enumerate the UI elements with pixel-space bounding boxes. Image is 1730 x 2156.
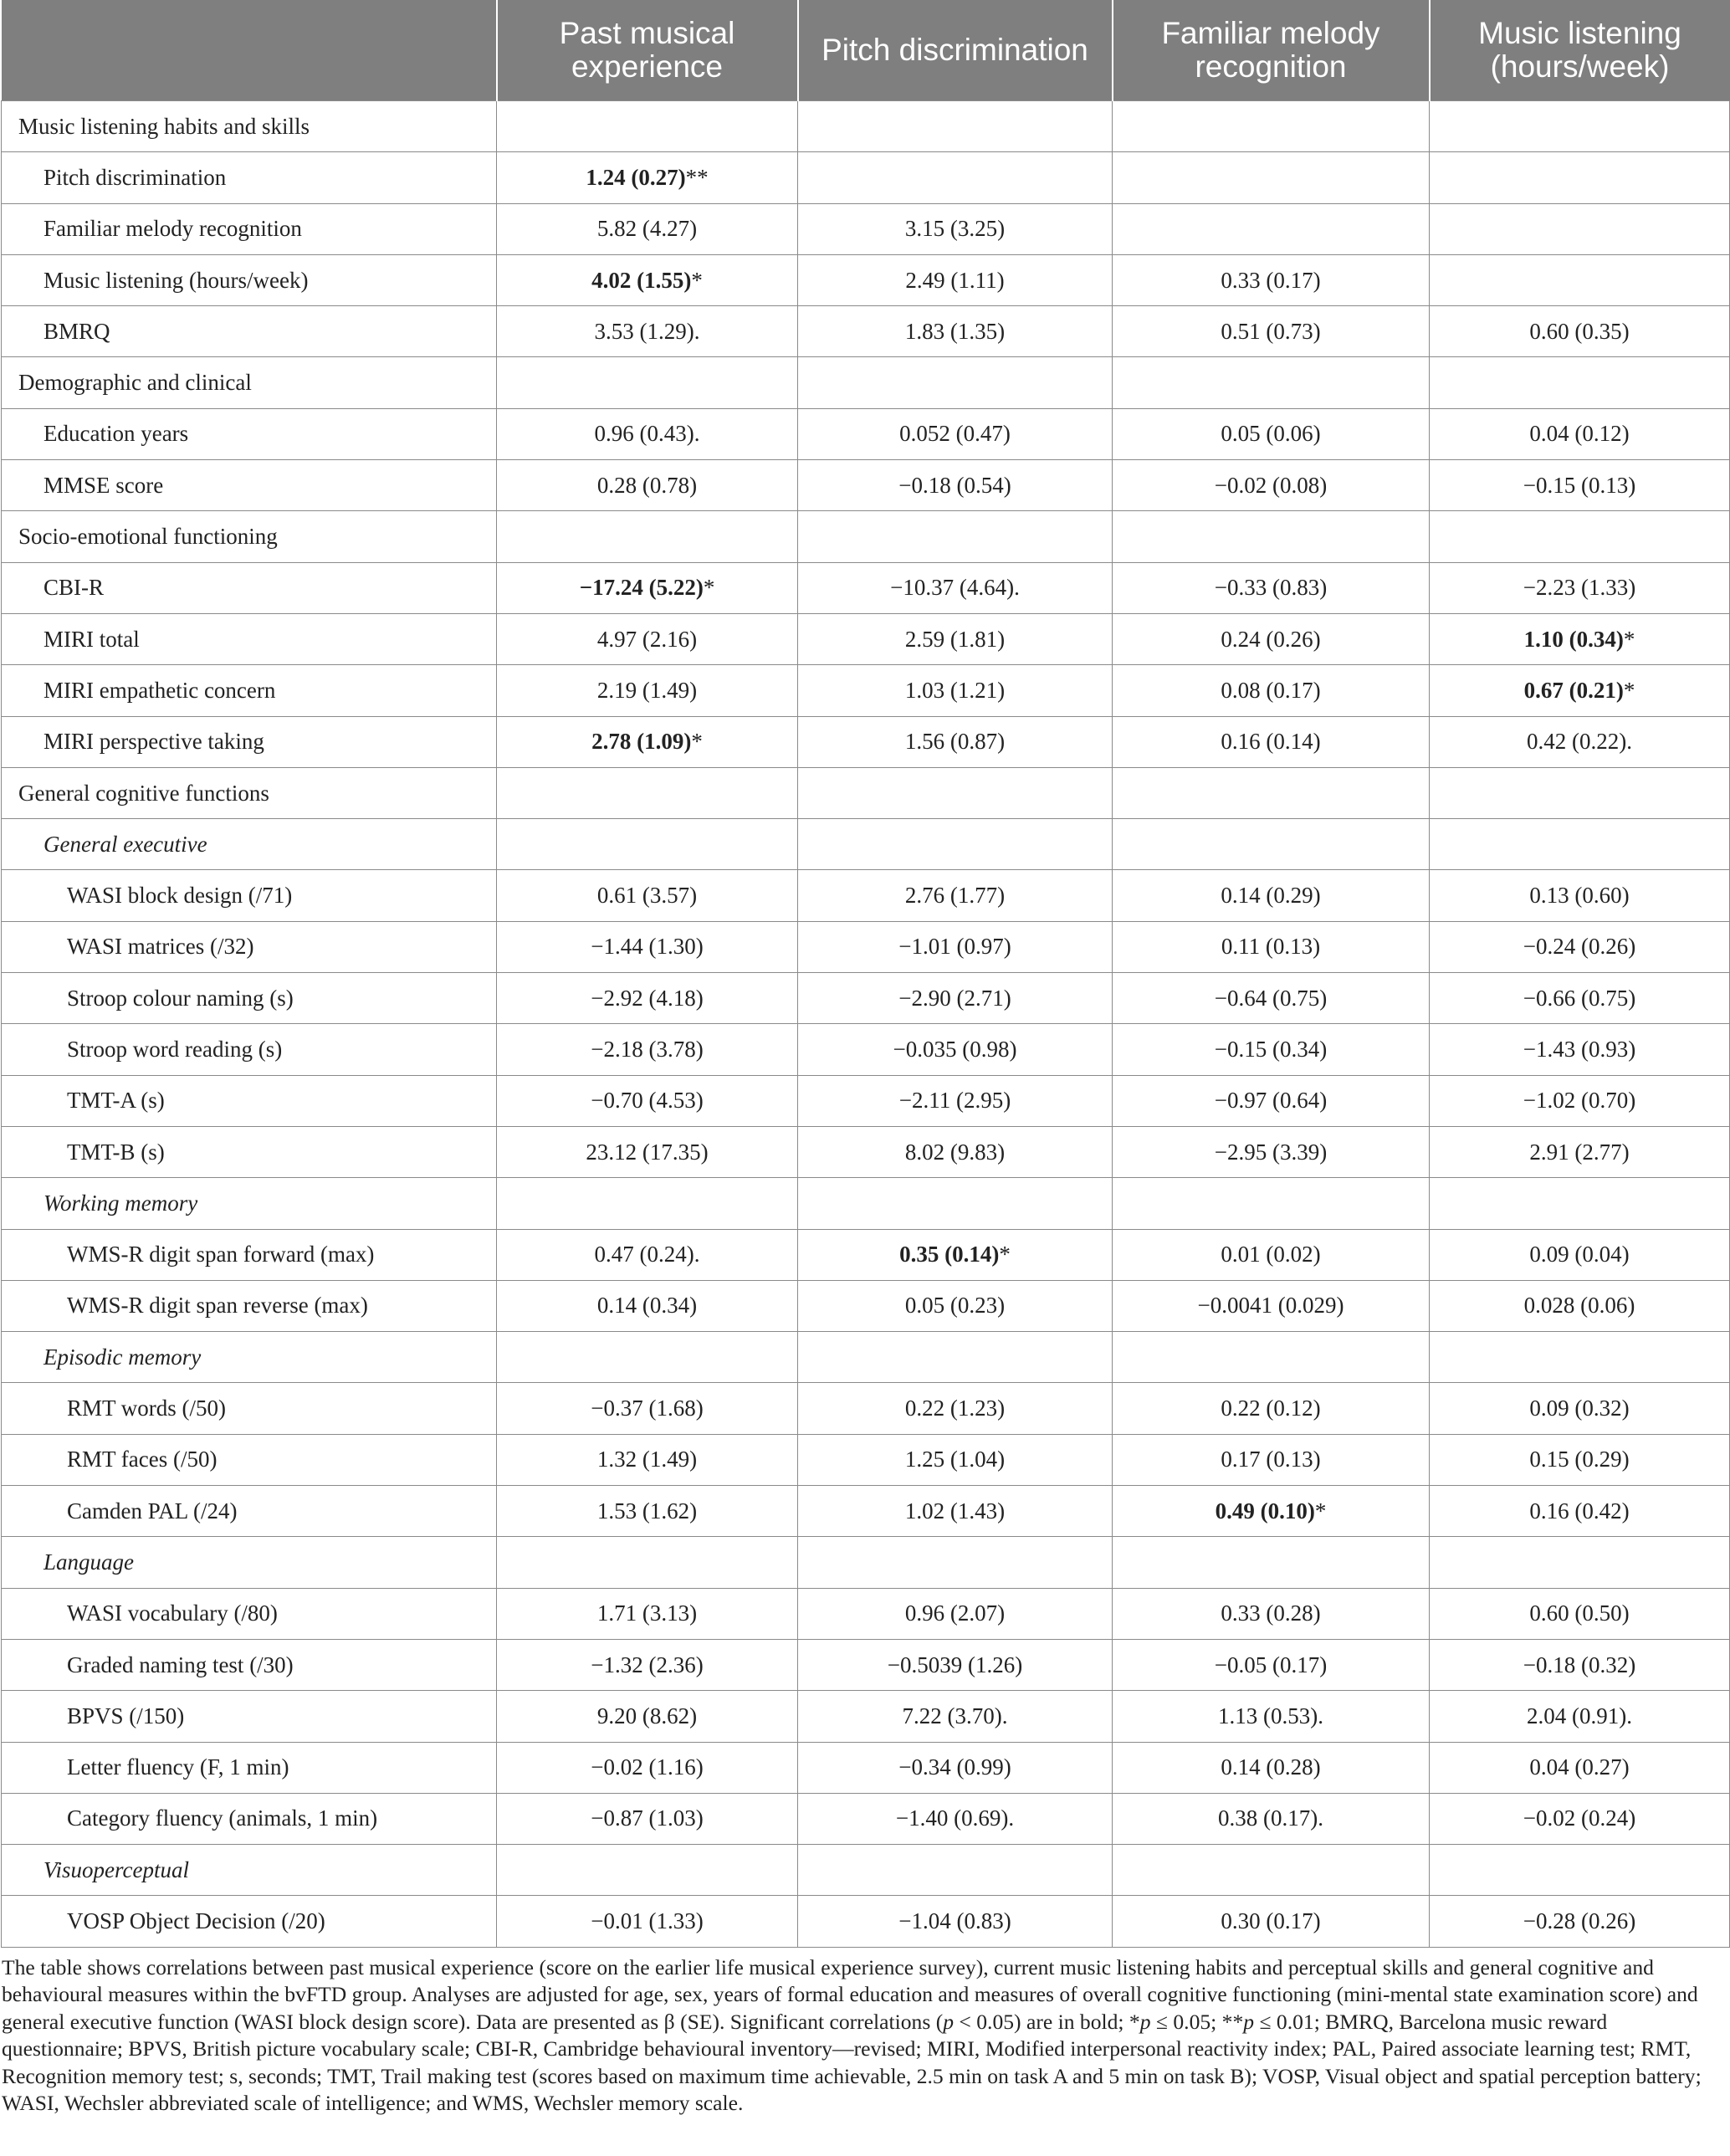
table-cell: 1.71 (3.13) bbox=[497, 1588, 798, 1639]
table-row bbox=[2, 1896, 1730, 1947]
table-cell: −10.37 (4.64). bbox=[798, 562, 1113, 613]
section-row bbox=[2, 767, 1730, 818]
table-cell bbox=[798, 511, 1113, 562]
table-cell: 0.33 (0.28) bbox=[1113, 1588, 1430, 1639]
table-cell bbox=[1430, 254, 1730, 305]
table-cell: 1.53 (1.62) bbox=[497, 1486, 798, 1537]
table-caption bbox=[0, 1954, 1728, 2118]
table-row bbox=[2, 1588, 1730, 1639]
table-cell: −1.40 (0.69). bbox=[798, 1793, 1113, 1844]
table-cell: 0.05 (0.06) bbox=[1113, 408, 1430, 459]
table-cell: −0.02 (0.24) bbox=[1430, 1793, 1730, 1844]
table-cell bbox=[798, 767, 1113, 818]
row-label: VOSP Object Decision (/20) bbox=[2, 1896, 497, 1947]
header-familiar-melody-recognition: Familiar melody recognition bbox=[1113, 0, 1430, 101]
table-row bbox=[2, 921, 1730, 972]
table-cell: 7.22 (3.70). bbox=[798, 1691, 1113, 1742]
significant-value: 2.78 (1.09) bbox=[591, 729, 692, 755]
table-row bbox=[2, 1742, 1730, 1793]
table-cell bbox=[798, 1332, 1113, 1383]
table-cell bbox=[497, 254, 798, 305]
row-label: TMT-A (s) bbox=[2, 1075, 497, 1126]
row-label: MMSE score bbox=[2, 460, 497, 511]
table-cell: 0.04 (0.12) bbox=[1430, 408, 1730, 459]
table-row bbox=[2, 460, 1730, 511]
table-cell bbox=[1113, 767, 1430, 818]
section-row bbox=[2, 1845, 1730, 1896]
table-cell: 0.24 (0.26) bbox=[1113, 613, 1430, 664]
table-cell bbox=[1430, 1537, 1730, 1588]
table-cell: 1.13 (0.53). bbox=[1113, 1691, 1430, 1742]
table-cell bbox=[798, 1229, 1113, 1280]
section-label: Demographic and clinical bbox=[2, 357, 497, 408]
table-cell bbox=[1113, 203, 1430, 254]
row-label: WASI matrices (/32) bbox=[2, 921, 497, 972]
significant-value: 1.24 (0.27) bbox=[586, 164, 686, 190]
table-cell: −1.44 (1.30) bbox=[497, 921, 798, 972]
table-cell: −0.97 (0.64) bbox=[1113, 1075, 1430, 1126]
table-cell bbox=[1113, 152, 1430, 203]
row-label: WMS-R digit span reverse (max) bbox=[2, 1280, 497, 1331]
table-cell: 23.12 (17.35) bbox=[497, 1126, 798, 1177]
table-cell bbox=[497, 716, 798, 767]
table-cell: 0.61 (3.57) bbox=[497, 870, 798, 921]
caption-part-4: ≤ 0.01; BMRQ, Barcelona music reward questionnaire; BPVS, British picture vocabulary scale; CBI-R, Cambridge behavioural inventory—revised; MIRI, Modified interpersonal reactivity index; PAL, Paired associate learning test; RMT, Recognition memory test; s, seconds; TMT, Trail making test (scores based on maximum time achievable, 2.5 min on task A and 5 min on task B); VOSP, Visual object and spatial perception battery; WASI, Wechsler abbreviated scale of intelligence; and WMS, Wechsler memory scale. bbox=[2, 2009, 1702, 2116]
table-cell bbox=[497, 152, 798, 203]
table-cell: −2.95 (3.39) bbox=[1113, 1126, 1430, 1177]
table-cell: 0.22 (1.23) bbox=[798, 1383, 1113, 1434]
table-cell: 0.11 (0.13) bbox=[1113, 921, 1430, 972]
table-cell: 0.13 (0.60) bbox=[1430, 870, 1730, 921]
table-cell: −0.37 (1.68) bbox=[497, 1383, 798, 1434]
table-cell: −0.15 (0.13) bbox=[1430, 460, 1730, 511]
section-label: Socio-emotional functioning bbox=[2, 511, 497, 562]
results-table bbox=[1, 0, 1730, 1948]
table-cell bbox=[1430, 767, 1730, 818]
row-label: Letter fluency (F, 1 min) bbox=[2, 1742, 497, 1793]
table-cell bbox=[798, 1537, 1113, 1588]
table-cell: −0.15 (0.34) bbox=[1113, 1024, 1430, 1075]
table-cell bbox=[1430, 511, 1730, 562]
caption-part-3: ≤ 0.05; ** bbox=[1150, 2009, 1244, 2034]
table-cell bbox=[497, 1537, 798, 1588]
table-cell bbox=[1430, 1845, 1730, 1896]
table-cell: 5.82 (4.27) bbox=[497, 203, 798, 254]
row-label: MIRI perspective taking bbox=[2, 716, 497, 767]
table-cell: −0.18 (0.32) bbox=[1430, 1639, 1730, 1690]
table-cell: 0.14 (0.29) bbox=[1113, 870, 1430, 921]
table-cell: −2.90 (2.71) bbox=[798, 973, 1113, 1024]
section-row bbox=[2, 511, 1730, 562]
table-cell bbox=[798, 1845, 1113, 1896]
table-row bbox=[2, 1024, 1730, 1075]
table-row bbox=[2, 1486, 1730, 1537]
table-cell: −2.92 (4.18) bbox=[497, 973, 798, 1024]
table-row bbox=[2, 973, 1730, 1024]
table-cell: 0.16 (0.14) bbox=[1113, 716, 1430, 767]
table-cell: −0.64 (0.75) bbox=[1113, 973, 1430, 1024]
row-label: MIRI total bbox=[2, 613, 497, 664]
significance-marker: * bbox=[703, 575, 715, 601]
row-label: Graded naming test (/30) bbox=[2, 1639, 497, 1690]
table-cell bbox=[1113, 357, 1430, 408]
table-cell bbox=[497, 101, 798, 152]
section-label: Episodic memory bbox=[2, 1332, 497, 1383]
section-row bbox=[2, 101, 1730, 152]
header-pitch-discrimination: Pitch discrimination bbox=[798, 0, 1113, 101]
table-cell: −1.32 (2.36) bbox=[497, 1639, 798, 1690]
section-label: General executive bbox=[2, 819, 497, 870]
table-cell bbox=[798, 101, 1113, 152]
table-cell: −0.33 (0.83) bbox=[1113, 562, 1430, 613]
section-row bbox=[2, 1178, 1730, 1229]
table-cell: 0.96 (2.07) bbox=[798, 1588, 1113, 1639]
row-label: RMT faces (/50) bbox=[2, 1434, 497, 1485]
table-cell: −1.01 (0.97) bbox=[798, 921, 1113, 972]
significance-marker: ** bbox=[685, 164, 709, 190]
row-label: CBI-R bbox=[2, 562, 497, 613]
table-cell: −2.11 (2.95) bbox=[798, 1075, 1113, 1126]
row-label: TMT-B (s) bbox=[2, 1126, 497, 1177]
table-cell bbox=[497, 357, 798, 408]
table-cell: −0.035 (0.98) bbox=[798, 1024, 1113, 1075]
table-row bbox=[2, 152, 1730, 203]
table-cell bbox=[497, 562, 798, 613]
table-row bbox=[2, 562, 1730, 613]
table-cell: 0.14 (0.34) bbox=[497, 1280, 798, 1331]
significance-marker: * bbox=[999, 1242, 1011, 1267]
table-cell bbox=[798, 152, 1113, 203]
table-cell: 3.15 (3.25) bbox=[798, 203, 1113, 254]
row-label: WASI vocabulary (/80) bbox=[2, 1588, 497, 1639]
caption-p-symbol: p bbox=[1139, 2009, 1151, 2034]
table-row bbox=[2, 1126, 1730, 1177]
table-cell bbox=[1430, 1178, 1730, 1229]
table-cell bbox=[1430, 819, 1730, 870]
significance-marker: * bbox=[1623, 677, 1635, 703]
significance-marker: * bbox=[691, 267, 703, 293]
table-cell: 0.33 (0.17) bbox=[1113, 254, 1430, 305]
table-cell: 1.25 (1.04) bbox=[798, 1434, 1113, 1485]
section-label: General cognitive functions bbox=[2, 767, 497, 818]
table-cell: 0.08 (0.17) bbox=[1113, 665, 1430, 716]
table-cell bbox=[1430, 152, 1730, 203]
row-label: Category fluency (animals, 1 min) bbox=[2, 1793, 497, 1844]
table-cell: −0.05 (0.17) bbox=[1113, 1639, 1430, 1690]
table-cell bbox=[798, 819, 1113, 870]
table-cell: 2.04 (0.91). bbox=[1430, 1691, 1730, 1742]
table-cell: 1.02 (1.43) bbox=[798, 1486, 1113, 1537]
table-cell: 0.60 (0.50) bbox=[1430, 1588, 1730, 1639]
table-cell: −2.18 (3.78) bbox=[497, 1024, 798, 1075]
header-music-listening: Music listening (hours/week) bbox=[1430, 0, 1730, 101]
table-cell: −2.23 (1.33) bbox=[1430, 562, 1730, 613]
table-cell bbox=[1113, 819, 1430, 870]
row-label: WMS-R digit span forward (max) bbox=[2, 1229, 497, 1280]
table-cell: −0.02 (1.16) bbox=[497, 1742, 798, 1793]
table-cell: 4.97 (2.16) bbox=[497, 613, 798, 664]
header-row bbox=[2, 0, 1730, 101]
table-row bbox=[2, 1793, 1730, 1844]
table-cell: 0.42 (0.22). bbox=[1430, 716, 1730, 767]
table-cell: 0.22 (0.12) bbox=[1113, 1383, 1430, 1434]
table-cell: 0.05 (0.23) bbox=[798, 1280, 1113, 1331]
table-cell: −1.02 (0.70) bbox=[1430, 1075, 1730, 1126]
table-cell: 8.02 (9.83) bbox=[798, 1126, 1113, 1177]
table-cell: −1.43 (0.93) bbox=[1430, 1024, 1730, 1075]
significant-value: 0.49 (0.10) bbox=[1215, 1498, 1315, 1524]
section-row bbox=[2, 1332, 1730, 1383]
table-cell bbox=[1430, 101, 1730, 152]
table-cell: 2.91 (2.77) bbox=[1430, 1126, 1730, 1177]
table-cell: 0.17 (0.13) bbox=[1113, 1434, 1430, 1485]
table-cell bbox=[1113, 1537, 1430, 1588]
table-cell: −0.66 (0.75) bbox=[1430, 973, 1730, 1024]
table-cell: −0.01 (1.33) bbox=[497, 1896, 798, 1947]
table-cell: −0.70 (4.53) bbox=[497, 1075, 798, 1126]
table-row bbox=[2, 716, 1730, 767]
table-cell: 1.56 (0.87) bbox=[798, 716, 1113, 767]
table-row bbox=[2, 613, 1730, 664]
table-row bbox=[2, 1434, 1730, 1485]
table-cell bbox=[497, 767, 798, 818]
table-cell bbox=[497, 1178, 798, 1229]
table-cell bbox=[1113, 1178, 1430, 1229]
table-cell bbox=[1113, 1845, 1430, 1896]
table-row bbox=[2, 1383, 1730, 1434]
table-body bbox=[2, 101, 1730, 1948]
table-row bbox=[2, 1639, 1730, 1690]
table-cell bbox=[1113, 1486, 1430, 1537]
table-cell: −1.04 (0.83) bbox=[798, 1896, 1113, 1947]
table-cell bbox=[1430, 1332, 1730, 1383]
table-cell: 3.53 (1.29). bbox=[497, 306, 798, 357]
table-cell bbox=[497, 1845, 798, 1896]
table-cell: 0.15 (0.29) bbox=[1430, 1434, 1730, 1485]
table-cell: −0.5039 (1.26) bbox=[798, 1639, 1113, 1690]
significant-value: 1.10 (0.34) bbox=[1523, 626, 1624, 652]
table-cell: 0.47 (0.24). bbox=[497, 1229, 798, 1280]
table-cell: −0.24 (0.26) bbox=[1430, 921, 1730, 972]
row-label: Education years bbox=[2, 408, 497, 459]
table-cell: 0.51 (0.73) bbox=[1113, 306, 1430, 357]
header-past-musical-experience: Past musical experience bbox=[497, 0, 798, 101]
section-label: Working memory bbox=[2, 1178, 497, 1229]
table-cell: 0.04 (0.27) bbox=[1430, 1742, 1730, 1793]
row-label: Stroop word reading (s) bbox=[2, 1024, 497, 1075]
section-label: Language bbox=[2, 1537, 497, 1588]
table-row bbox=[2, 254, 1730, 305]
section-row bbox=[2, 1537, 1730, 1588]
table-cell: −0.28 (0.26) bbox=[1430, 1896, 1730, 1947]
table-cell: 0.96 (0.43). bbox=[497, 408, 798, 459]
table-cell: −0.34 (0.99) bbox=[798, 1742, 1113, 1793]
table-cell bbox=[497, 1332, 798, 1383]
significant-value: 0.67 (0.21) bbox=[1523, 677, 1624, 703]
table-row bbox=[2, 1075, 1730, 1126]
row-label: BPVS (/150) bbox=[2, 1691, 497, 1742]
significance-marker: * bbox=[1623, 626, 1635, 652]
table-cell: 2.19 (1.49) bbox=[497, 665, 798, 716]
caption-part-2: < 0.05) are in bold; * bbox=[954, 2009, 1140, 2034]
table-cell bbox=[1113, 1332, 1430, 1383]
table-cell bbox=[798, 1178, 1113, 1229]
table-cell: −0.87 (1.03) bbox=[497, 1793, 798, 1844]
significance-marker: * bbox=[691, 729, 703, 755]
significant-value: 0.35 (0.14) bbox=[899, 1242, 1000, 1267]
table-cell: 0.38 (0.17). bbox=[1113, 1793, 1430, 1844]
table-cell: 2.76 (1.77) bbox=[798, 870, 1113, 921]
caption-p-symbol: p bbox=[1243, 2009, 1255, 2034]
table-cell bbox=[1113, 511, 1430, 562]
table-cell bbox=[1113, 101, 1430, 152]
table-cell bbox=[1430, 665, 1730, 716]
table-cell: 0.28 (0.78) bbox=[497, 460, 798, 511]
caption-part-1: The table shows correlations between past musical experience (score on the earlier life musical experience survey), current music listening habits and perceptual skills and general cognitive and behavioural measures within the bvFTD group. Analyses are adjusted for age, sex, years of formal education and measures of overall cognitive functioning (mini-mental state examination score) and general executive function (WASI block design score). Data are presented as β (SE). Significant correlations ( bbox=[2, 1954, 1698, 2034]
row-label: Camden PAL (/24) bbox=[2, 1486, 497, 1537]
table-cell: 0.09 (0.32) bbox=[1430, 1383, 1730, 1434]
table-cell bbox=[1430, 203, 1730, 254]
table-row bbox=[2, 1229, 1730, 1280]
section-label: Music listening habits and skills bbox=[2, 101, 497, 152]
row-label: Pitch discrimination bbox=[2, 152, 497, 203]
table-cell bbox=[497, 819, 798, 870]
table-cell: 1.03 (1.21) bbox=[798, 665, 1113, 716]
row-label: MIRI empathetic concern bbox=[2, 665, 497, 716]
table-cell bbox=[497, 511, 798, 562]
table-cell: 0.60 (0.35) bbox=[1430, 306, 1730, 357]
table-cell: 2.49 (1.11) bbox=[798, 254, 1113, 305]
significant-value: −17.24 (5.22) bbox=[579, 575, 704, 601]
significance-marker: * bbox=[1314, 1498, 1327, 1524]
row-label: Music listening (hours/week) bbox=[2, 254, 497, 305]
table-row bbox=[2, 203, 1730, 254]
table-cell: 0.028 (0.06) bbox=[1430, 1280, 1730, 1331]
section-label: Visuoperceptual bbox=[2, 1845, 497, 1896]
table-cell: 1.32 (1.49) bbox=[497, 1434, 798, 1485]
header-corner bbox=[2, 0, 497, 101]
row-label: BMRQ bbox=[2, 306, 497, 357]
table-row bbox=[2, 665, 1730, 716]
table-cell: 1.83 (1.35) bbox=[798, 306, 1113, 357]
table-row bbox=[2, 1280, 1730, 1331]
table-row bbox=[2, 870, 1730, 921]
table-cell bbox=[1430, 357, 1730, 408]
table-cell bbox=[1430, 613, 1730, 664]
caption-p-symbol: p bbox=[943, 2009, 955, 2034]
table-cell: −0.18 (0.54) bbox=[798, 460, 1113, 511]
table-cell: 0.01 (0.02) bbox=[1113, 1229, 1430, 1280]
row-label: WASI block design (/71) bbox=[2, 870, 497, 921]
table-cell: 0.09 (0.04) bbox=[1430, 1229, 1730, 1280]
table-cell: 0.30 (0.17) bbox=[1113, 1896, 1430, 1947]
row-label: RMT words (/50) bbox=[2, 1383, 497, 1434]
table-row bbox=[2, 1691, 1730, 1742]
table-cell: −0.0041 (0.029) bbox=[1113, 1280, 1430, 1331]
section-row bbox=[2, 357, 1730, 408]
row-label: Stroop colour naming (s) bbox=[2, 973, 497, 1024]
table-cell: 9.20 (8.62) bbox=[497, 1691, 798, 1742]
table-cell bbox=[798, 357, 1113, 408]
table-cell: 0.14 (0.28) bbox=[1113, 1742, 1430, 1793]
row-label: Familiar melody recognition bbox=[2, 203, 497, 254]
significant-value: 4.02 (1.55) bbox=[591, 267, 692, 293]
section-row bbox=[2, 819, 1730, 870]
table-cell: 2.59 (1.81) bbox=[798, 613, 1113, 664]
table-cell: −0.02 (0.08) bbox=[1113, 460, 1430, 511]
table-cell: 0.052 (0.47) bbox=[798, 408, 1113, 459]
table-row bbox=[2, 306, 1730, 357]
table-cell: 0.16 (0.42) bbox=[1430, 1486, 1730, 1537]
table-row bbox=[2, 408, 1730, 459]
